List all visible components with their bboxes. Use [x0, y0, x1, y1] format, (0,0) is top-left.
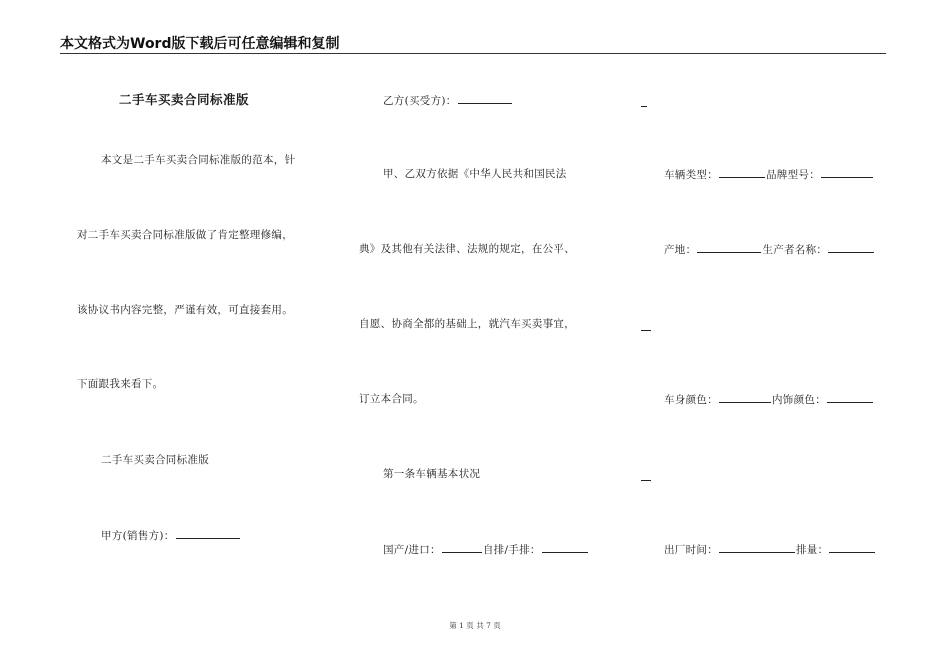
party-a-field: [101, 528, 241, 543]
factory-field: [664, 542, 876, 557]
contract-line-1: 甲、乙双方依据《中华人民共和国民法: [383, 168, 567, 180]
transmission-label: 自排/手排：: [482, 544, 541, 556]
import-blank[interactable]: [442, 542, 482, 553]
stray-blank-1: [641, 96, 647, 107]
transmission-blank[interactable]: [542, 542, 588, 553]
origin-blank[interactable]: [697, 242, 761, 253]
party-b-label: 乙方(买受方)：: [383, 95, 457, 107]
contract-line-3: 自愿、协商全都的基础上，就汽车买卖事宜，: [359, 318, 575, 330]
header-rule: [60, 53, 886, 54]
vehicle-type-field: [664, 167, 874, 182]
intro-line-1: 本文是二手车买卖合同标准版的范本，针: [101, 154, 296, 166]
page-number: 第 1 页 共 7 页: [449, 621, 501, 630]
stray-blank-2: [641, 320, 651, 331]
origin-label: 产地：: [664, 244, 697, 256]
origin-field: [664, 242, 875, 257]
import-label: 国产/进口：: [383, 544, 441, 556]
party-b-blank[interactable]: [458, 93, 512, 104]
color-field: [664, 392, 874, 407]
brand-model-blank[interactable]: [821, 167, 873, 178]
brand-model-label: 品牌型号：: [766, 169, 820, 181]
interior-color-blank[interactable]: [827, 392, 873, 403]
interior-color-label: 内饰颜色：: [772, 394, 826, 406]
vehicle-type-label: 车辆类型：: [664, 169, 718, 181]
intro-line-4: 下面跟我来看下。: [77, 378, 164, 390]
party-b-field: [383, 93, 513, 108]
displacement-blank[interactable]: [829, 542, 875, 553]
intro-line-3: 该协议书内容完整，严谨有效，可直接套用。: [77, 304, 293, 316]
stray-blank-3: [641, 470, 651, 481]
page-header: 本文格式为Word版下载后可任意编辑和复制: [60, 36, 340, 52]
contract-line-2: 典》及其他有关法律、法规的规定，在公平、: [359, 243, 575, 255]
factory-date-label: 出厂时间：: [664, 544, 718, 556]
vehicle-type-blank[interactable]: [719, 167, 765, 178]
document-title: 二手车买卖合同标准版: [119, 92, 250, 107]
body-color-label: 车身颜色：: [664, 394, 718, 406]
body-color-blank[interactable]: [719, 392, 771, 403]
party-a-label: 甲方(销售方)：: [101, 530, 175, 542]
intro-line-2: 对二手车买卖合同标准版做了肯定整理修编，: [77, 229, 293, 241]
party-a-blank[interactable]: [176, 528, 240, 539]
displacement-label: 排量：: [796, 544, 829, 556]
section-subtitle: 二手车买卖合同标准版: [101, 454, 209, 466]
factory-date-blank[interactable]: [719, 542, 795, 553]
article-1-heading: 第一条车辆基本状况: [383, 468, 481, 480]
contract-line-4: 订立本合同。: [359, 393, 424, 405]
manufacturer-label: 生产者名称：: [762, 244, 828, 256]
manufacturer-blank[interactable]: [828, 242, 874, 253]
origin-transmission-field: [383, 542, 589, 557]
